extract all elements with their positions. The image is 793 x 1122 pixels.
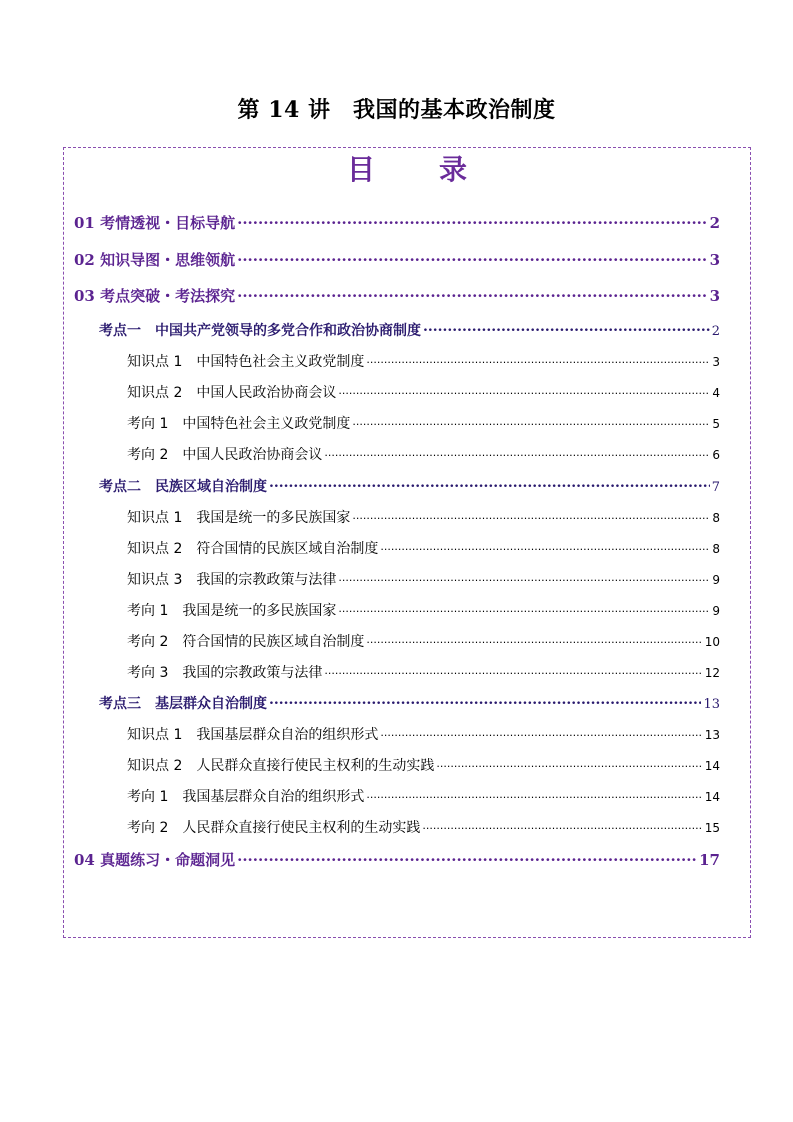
toc-entry-label: 01 考情透视・目标导航 (74, 214, 236, 232)
toc-entry-zhishidian[interactable] (127, 507, 720, 527)
toc-entry-page: 2 (709, 214, 720, 232)
toc-leader-dots (366, 787, 702, 801)
table-of-contents (63, 147, 751, 938)
toc-entry-section-03[interactable] (74, 285, 720, 306)
toc-leader-dots (338, 601, 710, 615)
toc-entry-label: 03 考点突破・考法探究 (74, 287, 236, 305)
toc-leader-dots (352, 414, 710, 428)
toc-entry-page: 3 (712, 355, 720, 369)
toc-leader-dots (237, 286, 707, 301)
toc-entry-page: 3 (709, 287, 720, 305)
toc-entry-kaodian-3[interactable] (99, 693, 720, 713)
toc-entry-label: 考向 2 人民群众直接行使民主权利的生动实践 (127, 820, 421, 836)
toc-entry-kaoxiang[interactable] (127, 600, 720, 620)
toc-entry-zhishidian[interactable] (127, 351, 720, 371)
toc-entry-page: 13 (704, 728, 720, 742)
toc-entry-kaoxiang[interactable] (127, 662, 720, 682)
toc-entry-zhishidian[interactable] (127, 755, 720, 775)
toc-entry-kaodian-1[interactable] (99, 320, 720, 340)
toc-entry-page: 17 (699, 851, 720, 869)
toc-entry-label: 知识点 1 我国基层群众自治的组织形式 (127, 727, 379, 743)
toc-leader-dots (237, 213, 707, 228)
toc-entry-page: 5 (712, 417, 720, 431)
toc-leader-dots (338, 570, 710, 584)
toc-entry-page: 13 (703, 697, 720, 712)
toc-entry-page: 2 (711, 324, 720, 339)
toc-leader-dots (338, 383, 710, 397)
toc-entry-kaoxiang[interactable] (127, 444, 720, 464)
toc-entry-label: 知识点 2 符合国情的民族区域自治制度 (127, 541, 379, 557)
toc-entry-page: 10 (704, 635, 720, 649)
toc-entry-label: 知识点 1 中国特色社会主义政党制度 (127, 354, 365, 370)
toc-leader-dots (269, 477, 710, 491)
toc-entry-kaodian-2[interactable] (99, 476, 720, 496)
toc-entry-section-04[interactable] (74, 849, 720, 870)
toc-entry-label: 知识点 2 人民群众直接行使民主权利的生动实践 (127, 758, 435, 774)
toc-leader-dots (423, 321, 710, 335)
toc-entry-page: 9 (712, 573, 720, 587)
toc-entry-label: 考点三 基层群众自治制度 (99, 696, 267, 712)
toc-entry-zhishidian[interactable] (127, 569, 720, 589)
toc-leader-dots (436, 756, 702, 770)
toc-entry-page: 14 (704, 790, 720, 804)
toc-leader-dots (380, 725, 702, 739)
toc-entry-label: 04 真题练习・命题洞见 (74, 851, 236, 869)
toc-entry-label: 知识点 3 我国的宗教政策与法律 (127, 572, 337, 588)
toc-entry-label: 考向 1 中国特色社会主义政党制度 (127, 416, 351, 432)
toc-leader-dots (422, 818, 702, 832)
toc-entry-page: 14 (704, 759, 720, 773)
toc-entry-kaoxiang[interactable] (127, 413, 720, 433)
toc-entry-page: 15 (704, 821, 720, 835)
toc-entry-kaoxiang[interactable] (127, 817, 720, 837)
toc-entry-page: 4 (712, 386, 720, 400)
toc-leader-dots (366, 352, 710, 366)
toc-leader-dots (352, 508, 710, 522)
toc-entry-section-01[interactable] (74, 212, 720, 233)
toc-entry-label: 考向 1 我国基层群众自治的组织形式 (127, 789, 365, 805)
toc-entry-page: 7 (711, 480, 720, 495)
toc-entry-label: 考点二 民族区域自治制度 (99, 479, 267, 495)
toc-entry-kaoxiang[interactable] (127, 631, 720, 651)
toc-leader-dots (237, 850, 697, 865)
toc-leader-dots (324, 663, 702, 677)
toc-leader-dots (237, 250, 707, 265)
toc-entry-page: 3 (709, 251, 720, 269)
document-title: 第 14 讲 我国的基本政治制度 (237, 97, 556, 123)
toc-entry-kaoxiang[interactable] (127, 786, 720, 806)
toc-leader-dots (269, 694, 701, 708)
toc-entry-zhishidian[interactable] (127, 538, 720, 558)
toc-entry-page: 12 (704, 666, 720, 680)
toc-entry-page: 6 (712, 448, 720, 462)
toc-entry-zhishidian[interactable] (127, 382, 720, 402)
toc-entry-label: 考向 2 中国人民政治协商会议 (127, 447, 323, 463)
toc-entry-label: 考向 3 我国的宗教政策与法律 (127, 665, 323, 681)
toc-leader-dots (380, 539, 710, 553)
toc-entry-zhishidian[interactable] (127, 724, 720, 744)
toc-entry-label: 知识点 2 中国人民政治协商会议 (127, 385, 337, 401)
toc-entry-label: 考点一 中国共产党领导的多党合作和政治协商制度 (99, 323, 421, 339)
toc-entry-label: 知识点 1 我国是统一的多民族国家 (127, 510, 351, 526)
toc-entry-page: 8 (712, 511, 720, 525)
toc-entry-page: 8 (712, 542, 720, 556)
toc-leader-dots (366, 632, 702, 646)
toc-entry-page: 9 (712, 604, 720, 618)
toc-entry-label: 考向 2 符合国情的民族区域自治制度 (127, 634, 365, 650)
toc-entry-label: 考向 1 我国是统一的多民族国家 (127, 603, 337, 619)
toc-entry-section-02[interactable] (74, 249, 720, 270)
toc-heading: 目 录 (346, 153, 485, 186)
toc-entry-label: 02 知识导图・思维领航 (74, 251, 236, 269)
toc-leader-dots (324, 445, 710, 459)
